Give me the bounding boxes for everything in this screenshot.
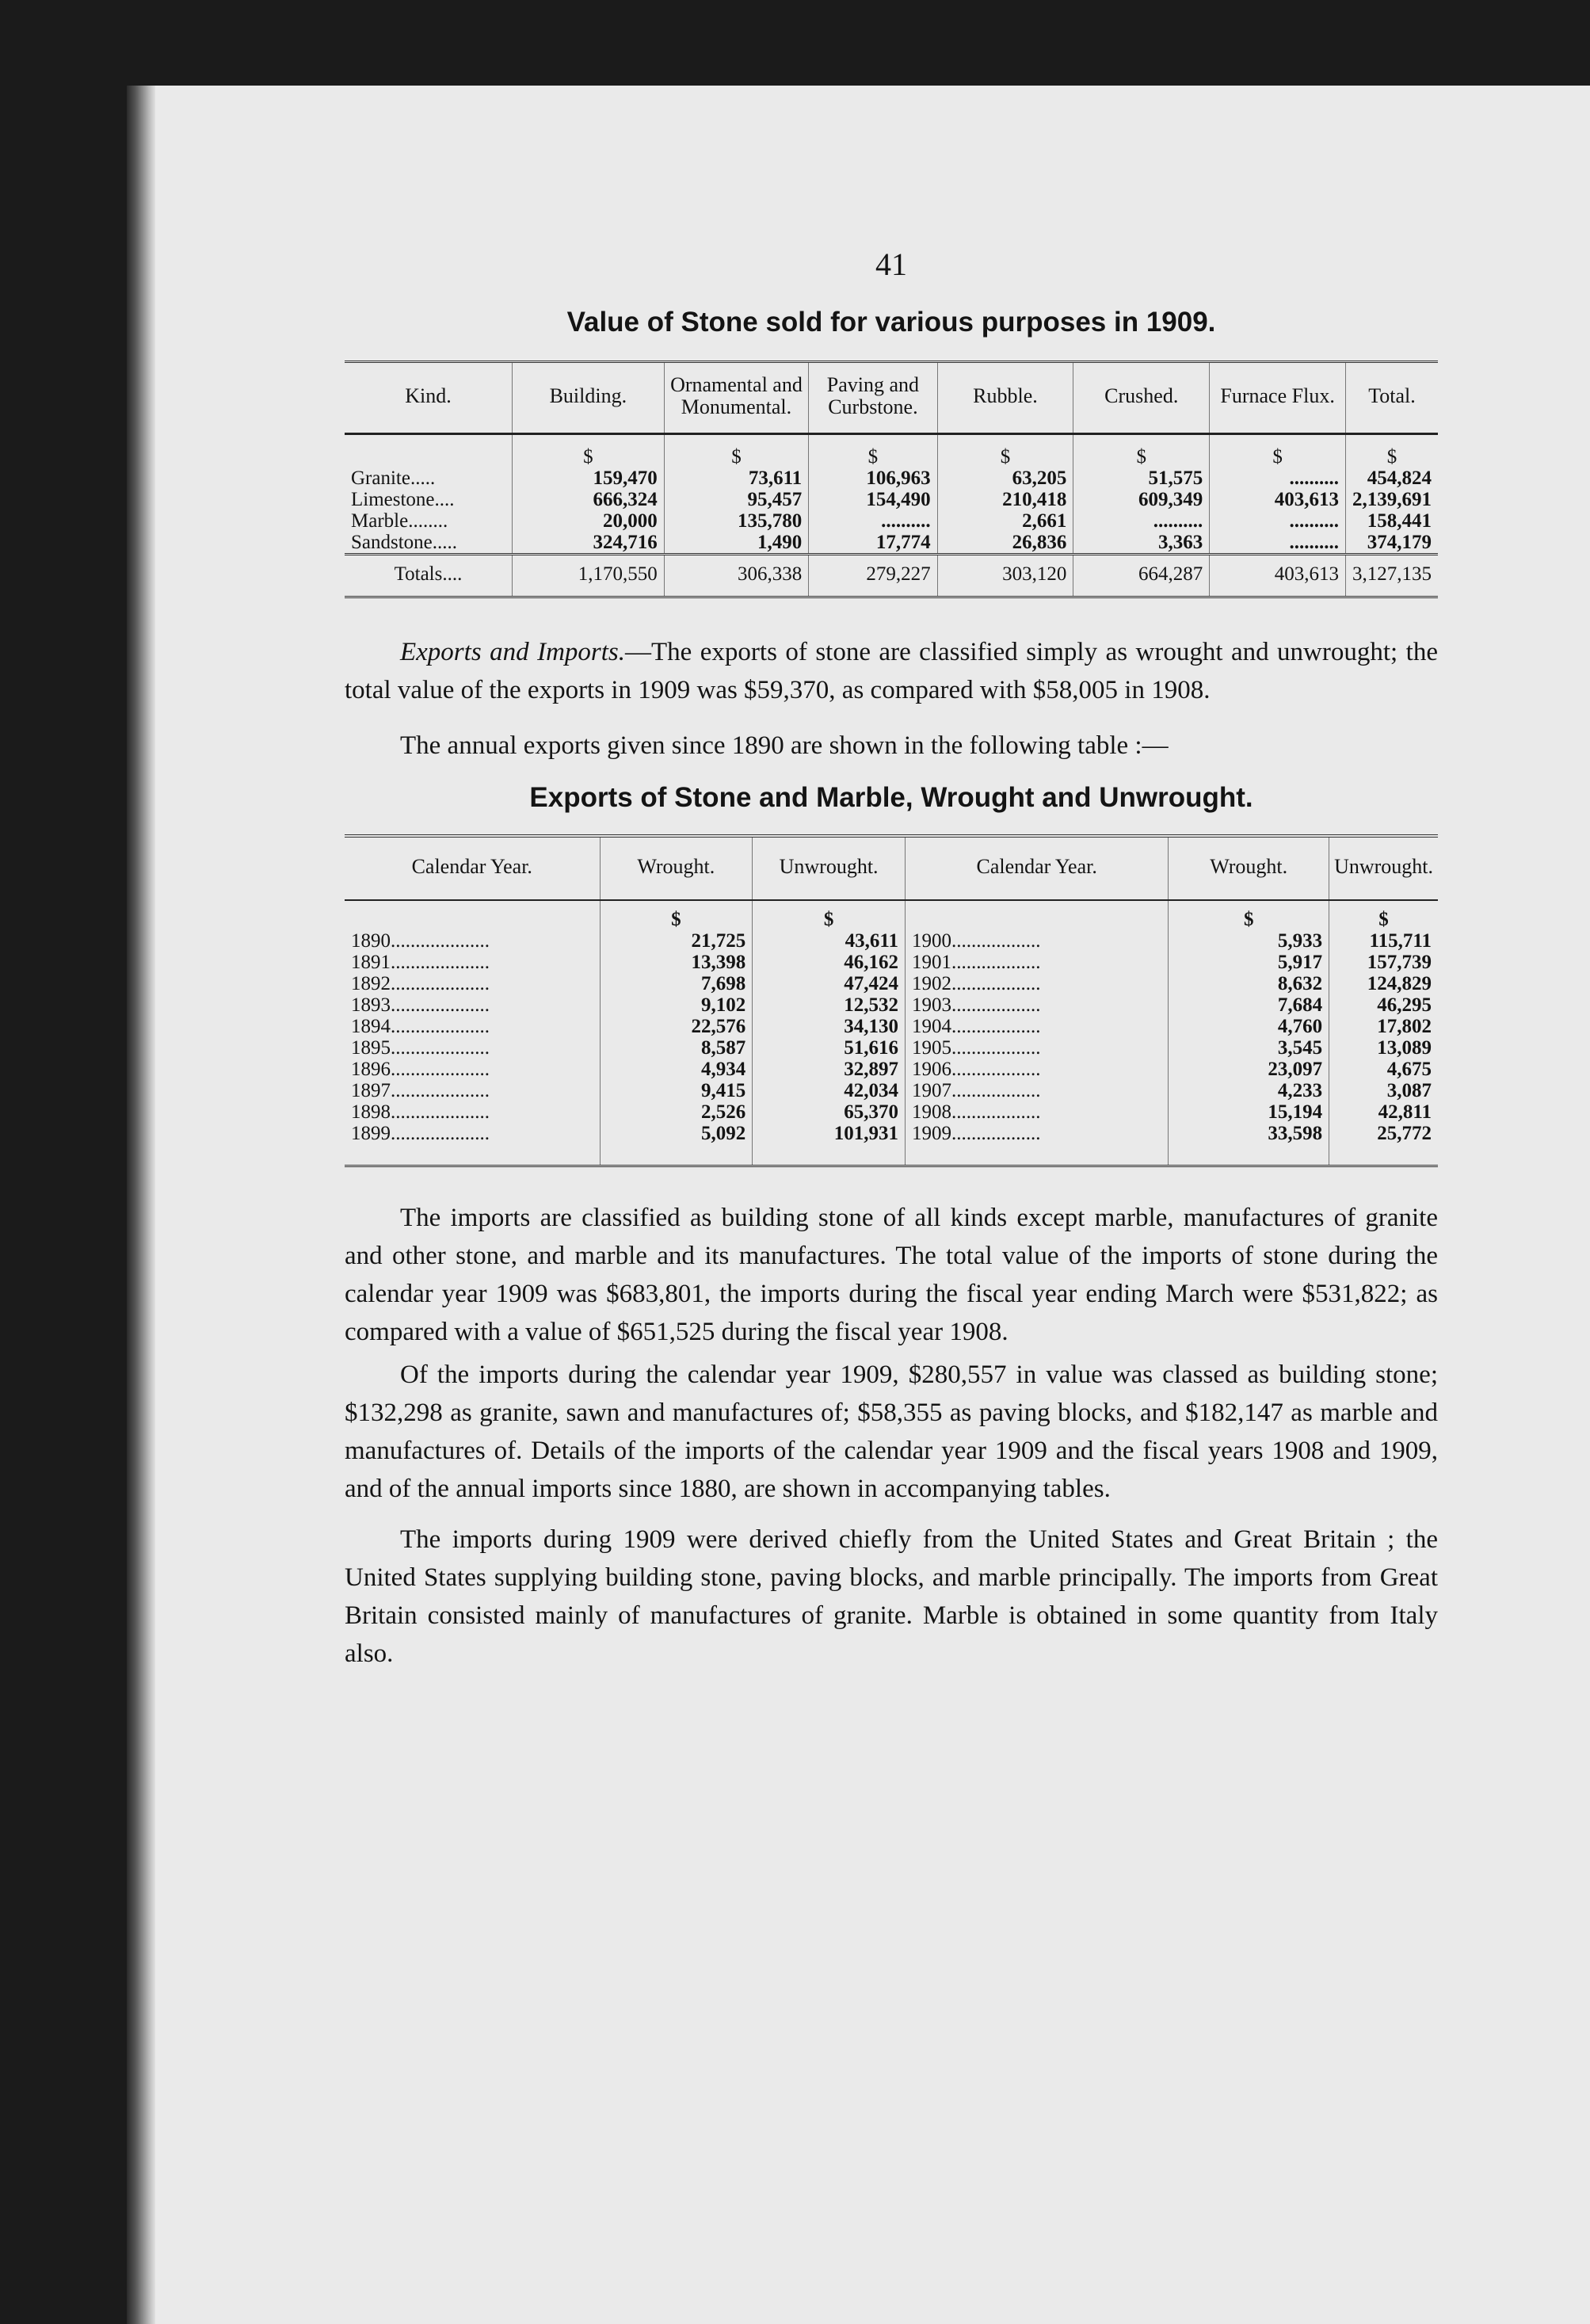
paragraph-intro: The annual exports given since 1890 are shown in the following table :— [400, 731, 1169, 760]
table-row [345, 1123, 1438, 1166]
unit-cell: $ [512, 434, 664, 468]
year-cell: 1903.................. [905, 994, 1168, 1016]
year-cell: 1907.................. [905, 1080, 1168, 1101]
value-cell: 51,575 [1073, 467, 1210, 489]
table1-header-row [345, 362, 1438, 434]
table1-header: Furnace Flux. [1210, 362, 1346, 434]
table2-units-row [345, 900, 1438, 930]
value-cell: 43,611 [753, 930, 906, 952]
value-cell: 374,179 [1346, 532, 1439, 555]
value-cell: .......... [1210, 532, 1346, 555]
paragraph-imports-detail: Of the imports during the calendar year 1909, $280,557 in value was classed as building stone; $132,298 as granite, sawn and manufactures of; $58,355 as paving blocks, and $182,147 as marble and manufactures of. Details of the imports of the calendar year 1909 and the fiscal years 1908 and 1909, and of the annual imports since 1880, are shown in accompanying tables. [345, 1360, 1438, 1503]
unit-cell [345, 434, 512, 468]
kind-cell: Sandstone..... [351, 532, 458, 553]
table-row [345, 1080, 1438, 1101]
year-cell: 1902.................. [905, 973, 1168, 994]
value-cell: 47,424 [753, 973, 906, 994]
value-cell: 42,811 [1329, 1101, 1438, 1123]
table-row [345, 1037, 1438, 1059]
table2-header: Calendar Year. [345, 836, 600, 900]
value-cell: 115,711 [1329, 930, 1438, 952]
total-cell: 306,338 [664, 555, 808, 597]
table-row [345, 1101, 1438, 1123]
table-row [345, 952, 1438, 973]
value-cell: 7,698 [600, 973, 753, 994]
value-cell: 9,102 [600, 994, 753, 1016]
year-cell: 1897.................... [351, 1080, 490, 1101]
exports-table [345, 834, 1438, 1167]
year-cell: 1900.................. [905, 930, 1168, 952]
table-row [345, 510, 1438, 532]
value-cell: 159,470 [512, 467, 664, 489]
value-cell: 12,532 [753, 994, 906, 1016]
total-cell: 303,120 [937, 555, 1073, 597]
table2-header: Calendar Year. [905, 836, 1168, 900]
table-row [345, 1059, 1438, 1080]
value-cell: 22,576 [600, 1016, 753, 1037]
unit-cell: $ [809, 434, 937, 468]
value-cell: 8,632 [1169, 973, 1329, 994]
value-cell: 4,233 [1169, 1080, 1329, 1101]
value-cell: 15,194 [1169, 1101, 1329, 1123]
table1-header: Total. [1346, 362, 1439, 434]
unit-cell: $ [1073, 434, 1210, 468]
year-cell: 1895.................... [351, 1037, 490, 1059]
table2-header: Wrought. [1169, 836, 1329, 900]
value-cell: 17,774 [809, 532, 937, 555]
value-cell: 21,725 [600, 930, 753, 952]
value-cell: 101,931 [753, 1123, 906, 1166]
table1-header: Rubble. [937, 362, 1073, 434]
unit-cell: $ [1346, 434, 1439, 468]
total-cell: 664,287 [1073, 555, 1210, 597]
value-cell: 33,598 [1169, 1123, 1329, 1166]
year-cell: 1892.................... [351, 973, 490, 994]
year-cell: 1894.................... [351, 1016, 490, 1037]
value-cell: 157,739 [1329, 952, 1438, 973]
table1-totals-row [345, 555, 1438, 597]
value-cell: 26,836 [937, 532, 1073, 555]
paragraph-exports [345, 633, 1438, 709]
value-cell: 4,934 [600, 1059, 753, 1080]
table-row [345, 532, 1438, 555]
value-cell: 135,780 [664, 510, 808, 532]
page-number: 41 [875, 246, 907, 282]
unit-cell: $ [1169, 900, 1329, 930]
value-cell: 210,418 [937, 489, 1073, 510]
value-cell: 3,363 [1073, 532, 1210, 555]
value-cell: 42,034 [753, 1080, 906, 1101]
value-cell: 124,829 [1329, 973, 1438, 994]
table2-header: Unwrought. [753, 836, 906, 900]
year-cell: 1909.................. [905, 1123, 1168, 1166]
stone-value-table [345, 361, 1438, 598]
value-cell: 5,092 [600, 1123, 753, 1166]
value-cell: 46,162 [753, 952, 906, 973]
table-row [345, 973, 1438, 994]
value-cell: 403,613 [1210, 489, 1346, 510]
value-cell: 4,760 [1169, 1016, 1329, 1037]
year-cell: 1905.................. [905, 1037, 1168, 1059]
year-cell: 1908.................. [905, 1101, 1168, 1123]
table1-header: Paving and Curbstone. [809, 362, 937, 434]
paragraph-heading: Exports and Imports. [400, 638, 625, 666]
value-cell: 32,897 [753, 1059, 906, 1080]
value-cell: 5,917 [1169, 952, 1329, 973]
unit-cell [905, 900, 1168, 930]
value-cell: 95,457 [664, 489, 808, 510]
unit-cell [345, 900, 600, 930]
table-row [345, 489, 1438, 510]
table2-title: Exports of Stone and Marble, Wrought and Unwrought. [529, 782, 1253, 813]
year-cell: 1896.................... [351, 1059, 490, 1080]
unit-cell: $ [1210, 434, 1346, 468]
value-cell: 324,716 [512, 532, 664, 555]
value-cell: .......... [809, 510, 937, 532]
value-cell: 3,545 [1169, 1037, 1329, 1059]
value-cell: 4,675 [1329, 1059, 1438, 1080]
value-cell: 154,490 [809, 489, 937, 510]
value-cell: 454,824 [1346, 467, 1439, 489]
value-cell: 34,130 [753, 1016, 906, 1037]
table1-header: Crushed. [1073, 362, 1210, 434]
page-content [345, 238, 1438, 1673]
year-cell: 1901.................. [905, 952, 1168, 973]
table1-title: Value of Stone sold for various purposes in 1909. [566, 307, 1216, 338]
kind-cell: Granite..... [351, 467, 436, 489]
value-cell: 20,000 [512, 510, 664, 532]
table-row [345, 994, 1438, 1016]
table1-header: Ornamental and Monumental. [664, 362, 808, 434]
value-cell: 8,587 [600, 1037, 753, 1059]
value-cell: 7,684 [1169, 994, 1329, 1016]
table2-header: Unwrought. [1329, 836, 1438, 900]
paragraph-imports: The imports are classified as building stone of all kinds except marble, manufactures of granite and other stone, and marble and its manufactures. The total value of the imports of stone during the calendar year 1909 was $683,801, the imports during the fiscal year ending March were $531,822; as compared with a value of $651,525 during the fiscal year 1908. [345, 1204, 1438, 1346]
table-row [345, 1016, 1438, 1037]
value-cell: 65,370 [753, 1101, 906, 1123]
unit-cell: $ [937, 434, 1073, 468]
year-cell: 1890.................... [351, 930, 490, 952]
table2-header: Wrought. [600, 836, 753, 900]
year-cell: 1906.................. [905, 1059, 1168, 1080]
unit-cell: $ [664, 434, 808, 468]
unit-cell: $ [600, 900, 753, 930]
value-cell: 5,933 [1169, 930, 1329, 952]
total-cell: 1,170,550 [512, 555, 664, 597]
value-cell: 609,349 [1073, 489, 1210, 510]
page-binding-edge [127, 86, 155, 2324]
year-cell: 1898.................... [351, 1101, 490, 1123]
total-cell: 3,127,135 [1346, 555, 1439, 597]
value-cell: 13,398 [600, 952, 753, 973]
paragraph-text: —The exports of stone are classified simply as wrought and unwrought; the total value of the exports in 1909 was $59,370, as compared with $58,005 in 1908. [345, 638, 1438, 704]
kind-cell: Limestone.... [351, 489, 455, 510]
value-cell: 63,205 [937, 467, 1073, 489]
value-cell: 9,415 [600, 1080, 753, 1101]
value-cell: 2,661 [937, 510, 1073, 532]
value-cell: 1,490 [664, 532, 808, 555]
value-cell: 25,772 [1329, 1123, 1438, 1166]
unit-cell: $ [1329, 900, 1438, 930]
table1-units-row [345, 434, 1438, 468]
table2-header-row [345, 836, 1438, 900]
value-cell: 666,324 [512, 489, 664, 510]
year-cell: 1893.................... [351, 994, 490, 1016]
value-cell: 17,802 [1329, 1016, 1438, 1037]
value-cell: 2,526 [600, 1101, 753, 1123]
table-row [345, 467, 1438, 489]
value-cell: 2,139,691 [1346, 489, 1439, 510]
unit-cell: $ [753, 900, 906, 930]
paragraph-imports-origin: The imports during 1909 were derived chiefly from the United States and Great Britain ; the United States supplying building stone, paving blocks, and marble principally. The imports from Great Britain consisted mainly of manufactures of granite. Marble is obtained in some quantity from Italy also. [345, 1525, 1438, 1668]
value-cell: 106,963 [809, 467, 937, 489]
value-cell: 46,295 [1329, 994, 1438, 1016]
value-cell: 51,616 [753, 1037, 906, 1059]
value-cell: .......... [1210, 467, 1346, 489]
value-cell: 158,441 [1346, 510, 1439, 532]
totals-label: Totals.... [345, 555, 512, 597]
year-cell: 1899.................... [345, 1123, 600, 1166]
value-cell: 13,089 [1329, 1037, 1438, 1059]
total-cell: 279,227 [809, 555, 937, 597]
value-cell: 73,611 [664, 467, 808, 489]
kind-cell: Marble........ [351, 510, 448, 532]
value-cell: .......... [1210, 510, 1346, 532]
total-cell: 403,613 [1210, 555, 1346, 597]
value-cell: .......... [1073, 510, 1210, 532]
value-cell: 23,097 [1169, 1059, 1329, 1080]
year-cell: 1891.................... [351, 952, 490, 973]
table1-header: Kind. [345, 362, 512, 434]
table-row [345, 930, 1438, 952]
table1-header: Building. [512, 362, 664, 434]
value-cell: 3,087 [1329, 1080, 1438, 1101]
year-cell: 1904.................. [905, 1016, 1168, 1037]
